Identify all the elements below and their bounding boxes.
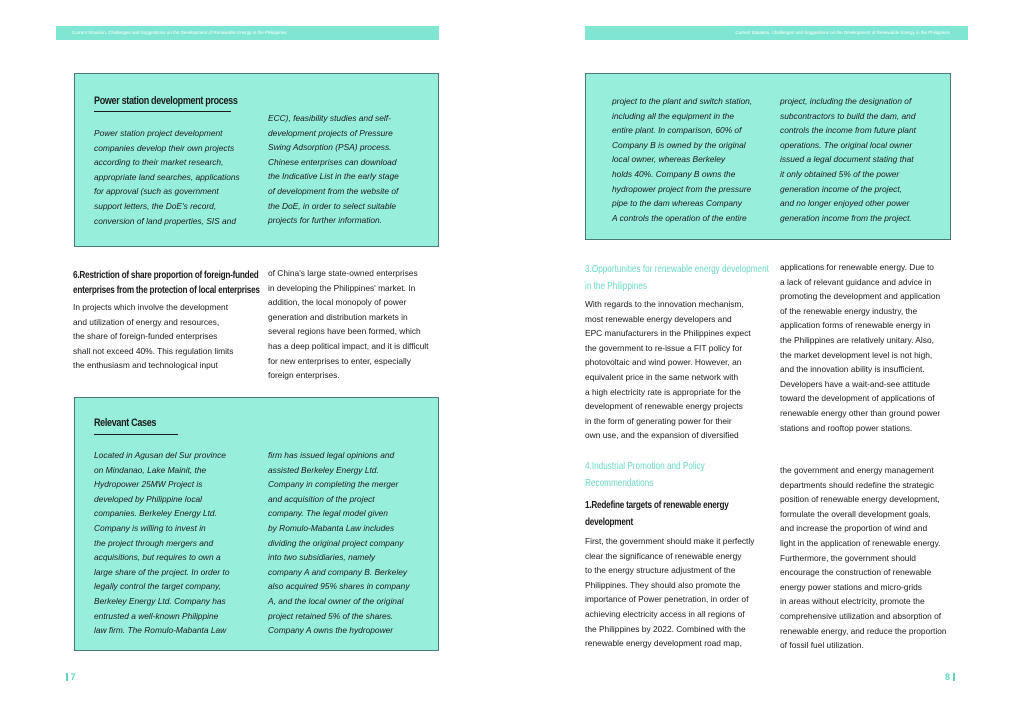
page-number-right — [945, 672, 955, 682]
text-line: entire plant. In comparison, 60% of — [612, 125, 742, 136]
text-line: the project through mergers and — [94, 537, 214, 548]
section4-col2 — [780, 463, 965, 653]
text-line: position of renewable energy development, — [780, 494, 940, 505]
text-line: and increase the proportion of wind and — [780, 523, 928, 534]
text-line: a high electricity rate is appropriate for the — [585, 386, 741, 397]
page-marker — [66, 673, 68, 681]
text-line: a lack of relevant guidance and advice in — [780, 276, 932, 287]
text-line: application forms of renewable energy in — [780, 320, 931, 331]
text-line: the DoE, in order to select suitable — [268, 200, 397, 211]
relevant-cases-title: Relevant Cases — [94, 417, 157, 429]
text-line: Located in Agusan del Sur province — [94, 450, 226, 460]
text-line: acquisitions, but requires to own a — [94, 552, 221, 563]
text-line: applications for renewable energy. Due to — [780, 262, 934, 272]
text-line: achieving electricity access in all regions of — [585, 608, 745, 619]
text-line: of the renewable energy industry, the — [780, 305, 918, 316]
text-line: hydropower project from the pressure — [612, 183, 752, 194]
text-line: development of renewable energy projects — [585, 401, 743, 412]
text-line: pipe to the dam whereas Company — [612, 198, 742, 209]
text-line: including all the equipment in the — [612, 110, 734, 121]
text-line: law firm. The Romulo-Mabanta Law — [94, 625, 227, 636]
text-line: stations and rooftop power stations. — [780, 422, 913, 433]
text-line: project retained 5% of the shares. — [268, 610, 394, 621]
text-line: own use, and the expansion of diversified — [585, 430, 739, 441]
case-continuation-col2 — [780, 94, 950, 225]
text-line: and acquisition of the project — [268, 493, 375, 504]
text-line: companies develop their own projects — [94, 142, 235, 153]
section4-heading-line2: Recommendations — [585, 477, 654, 489]
text-line: for approval (such as government — [94, 186, 219, 197]
text-line: encourage the construction of renewable — [780, 567, 932, 578]
text-line: most renewable energy developers and — [585, 313, 732, 324]
case-continuation-col1 — [612, 94, 784, 225]
text-line: legally control the target company, — [94, 581, 221, 592]
text-line: and utilization of energy and resources, — [73, 316, 220, 327]
text-line: A, and the local owner of the original — [268, 595, 404, 606]
text-line: company. The legal model given — [268, 508, 388, 519]
text-line: support letters, the DoE's record, — [94, 200, 217, 211]
text-line: toward the development of applications of — [780, 393, 935, 404]
page-number-left — [66, 672, 76, 682]
section6-col1 — [73, 300, 263, 373]
text-line: Swing Adsorption (PSA) process. — [268, 142, 392, 153]
text-line: dividing the original project company — [268, 537, 404, 548]
text-line: the Philippines are relatively unitary. Also, — [780, 334, 934, 345]
text-line: With regards to the innovation mechanism, — [585, 299, 744, 309]
text-line: local owner, whereas Berkeley — [612, 154, 726, 165]
text-line: large share of the project. In order to — [94, 566, 230, 577]
relevant-cases-col1 — [94, 448, 269, 638]
section4-heading-line1: 4.Industrial Promotion and Policy — [585, 460, 705, 472]
text-line: renewable energy, and reduce the proportion — [780, 625, 947, 636]
text-line: into two subsidiaries, namely — [268, 552, 376, 563]
text-line: operations. The original local owner — [780, 139, 913, 150]
case-continuation-box — [585, 73, 951, 240]
right-page-header — [585, 26, 968, 40]
power-station-col1 — [94, 126, 269, 228]
text-line: generation income from the project. — [780, 212, 912, 223]
text-line: EPC manufacturers in the Philippines expect — [585, 328, 751, 339]
text-line: photovoltaic and wind power. However, an — [585, 357, 742, 368]
text-line: Company B is owned by the original — [612, 139, 746, 150]
section3-col1 — [585, 297, 775, 443]
text-line: and the innovation ability is insufficient. — [780, 364, 925, 375]
text-line: controls the income from future plant — [780, 125, 916, 136]
text-line: Developers have a wait-and-see attitude — [780, 378, 930, 389]
text-line: the government and energy management — [780, 465, 934, 475]
text-line: generation and distribution markets in — [268, 311, 408, 322]
section3-heading-line2: in the Philippines — [585, 280, 647, 292]
text-line: has a deep political impact, and it is difficult — [268, 340, 429, 351]
text-line: of fossil fuel utilization. — [780, 640, 864, 651]
text-line: projects for further information. — [268, 215, 383, 226]
text-line: development projects of Pressure — [268, 127, 393, 138]
text-line: renewable energy development road map, — [585, 638, 742, 649]
text-line: to the energy structure adjustment of the — [585, 565, 736, 576]
text-line: project to the plant and switch station, — [612, 96, 753, 106]
text-line: the enthusiasm and technological input — [73, 360, 218, 371]
text-line: company A and company B. Berkeley — [268, 566, 408, 577]
section6-col2 — [268, 266, 448, 383]
text-line: appropriate land searches, applications — [94, 171, 240, 182]
text-line: the Philippines by 2022. Combined with the — [585, 623, 746, 634]
text-line: in the form of generating power for their — [585, 415, 732, 426]
page-marker — [953, 673, 955, 681]
text-line: conversion of land properties, SIS and — [94, 215, 236, 226]
title-underline — [94, 111, 231, 112]
text-line: project, including the designation of — [780, 96, 912, 106]
right-header-title: Current Situation, Challenges and Suggestions on the Development of Renewable Energy in the Philippines — [735, 30, 950, 35]
text-line: Chinese enterprises can download — [268, 156, 397, 167]
page-number-7: 7 — [70, 672, 76, 682]
text-line: entrusted a well-known Philippine — [94, 610, 219, 621]
power-station-col2 — [268, 111, 438, 228]
text-line: the market development level is not high, — [780, 349, 933, 360]
text-line: foreign enterprises. — [268, 370, 340, 381]
text-line: shall not exceed 40%. This regulation limits — [73, 345, 234, 356]
left-header-title: Current Situation, Challenges and Suggestions on the Development of Renewable Energy in the Philippines — [72, 30, 287, 35]
text-line: the share of foreign-funded enterprises — [73, 331, 218, 342]
text-line: and no longer enjoyed other power — [780, 198, 910, 209]
subsection1-heading-line2: development — [585, 516, 633, 528]
section4-col1 — [585, 534, 775, 651]
text-line: of China's large state-owned enterprises — [268, 268, 418, 278]
text-line: comprehensive utilization and absorption of — [780, 610, 942, 621]
text-line: Berkeley Energy Ltd. Company has — [94, 595, 226, 606]
section3-heading-line1: 3.Opportunities for renewable energy development — [585, 263, 769, 275]
text-line: importance of Power penetration, in order of — [585, 594, 749, 605]
text-line: renewable energy other than ground power — [780, 407, 941, 418]
text-line: developed by Philippine local — [94, 493, 203, 504]
text-line: for new enterprises to enter, especially — [268, 355, 411, 366]
text-line: Furthermore, the government should — [780, 552, 916, 563]
text-line: the government to re-issue a FIT policy for — [585, 342, 743, 353]
text-line: First, the government should make it perfectly — [585, 536, 755, 546]
text-line: also acquired 95% shares in company — [268, 581, 410, 592]
text-line: energy power stations and micro-grids — [780, 581, 922, 592]
text-line: Philippines. They should also promote the — [585, 579, 741, 590]
text-line: of development from the website of — [268, 185, 399, 196]
text-line: it only obtained 5% of the power — [780, 168, 900, 179]
text-line: Company is willing to invest in — [94, 522, 206, 533]
text-line: issued a legal document stating that — [780, 154, 914, 165]
section6-heading-line1: 6.Restriction of share proportion of foreign-funded — [73, 269, 259, 281]
text-line: several regions have been formed, which — [268, 326, 421, 337]
text-line: firm has issued legal opinions and — [268, 450, 395, 460]
text-line: formulate the overall development goals, — [780, 508, 931, 519]
text-line: assisted Berkeley Energy Ltd. — [268, 464, 379, 475]
page-number-8: 8 — [945, 672, 951, 682]
left-page-header — [56, 26, 439, 40]
relevant-cases-col2 — [268, 448, 438, 638]
text-line: Hydropower 25MW Project is — [94, 479, 203, 490]
text-line: the Indicative List in the early stage — [268, 171, 399, 182]
text-line: in developing the Philippines' market. In — [268, 282, 416, 293]
power-station-box — [74, 73, 439, 247]
power-station-title: Power station development process — [94, 95, 238, 107]
text-line: Power station project development — [94, 128, 223, 138]
text-line: by Romulo-Mabanta Law includes — [268, 522, 395, 533]
text-line: holds 40%. Company B owns the — [612, 168, 736, 179]
text-line: in areas without electricity, promote the — [780, 596, 925, 607]
text-line: addition, the local monopoly of power — [268, 297, 407, 308]
text-line: Company in completing the merger — [268, 479, 399, 490]
section3-col2 — [780, 260, 965, 435]
text-line: A controls the operation of the entire — [612, 212, 747, 223]
text-line: according to their market research, — [94, 157, 224, 168]
text-line: departments should redefine the strategic — [780, 479, 935, 490]
text-line: subcontractors to build the dam, and — [780, 110, 916, 121]
text-line: Company A owns the hydropower — [268, 625, 394, 636]
section6-heading-line2: enterprises from the protection of local enterprises — [73, 284, 260, 296]
text-line: companies. Berkeley Energy Ltd. — [94, 508, 217, 519]
text-line: clear the significance of renewable energy — [585, 550, 742, 561]
text-line: on Mindanao, Lake Mainit, the — [94, 464, 207, 475]
text-line: generation income of the project, — [780, 183, 902, 194]
text-line: light in the application of renewable energy. — [780, 537, 941, 548]
text-line: equivalent price in the same network with — [585, 371, 739, 382]
relevant-cases-box — [74, 397, 439, 651]
text-line: ECC), feasibility studies and self- — [268, 113, 391, 123]
subsection1-heading-line1: 1.Redefine targets of renewable energy — [585, 499, 729, 511]
text-line: promoting the development and application — [780, 291, 941, 302]
text-line: In projects which involve the development — [73, 302, 229, 312]
title-underline — [94, 434, 178, 435]
